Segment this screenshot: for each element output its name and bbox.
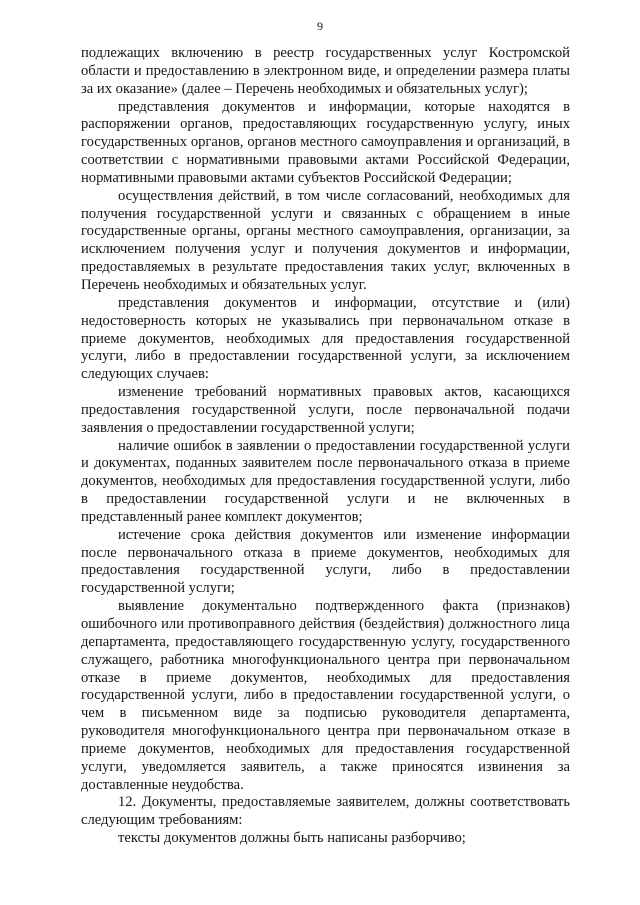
paragraph-exception-expiry: истечение срока действия документов или изменение информации после первоначального отказа в приеме документов, необходимых для предоставления государственной услуги, либо в предоставлении государственной услуги; xyxy=(81,526,570,597)
paragraph-exception-requirements-change: изменение требований нормативных правовых актов, касающихся предоставления государственной услуги, после первоначальной подачи заявления о предоставлении государственной услуги; xyxy=(81,384,570,436)
paragraph-exception-unlawful-action: выявление документально подтвержденного факта (признаков) ошибочного или противоправного действия (бездействия) должностного лица департамента, предоставляющего государственную услугу, государственного служащего, работника многофункционального центра при первоначальном отказе в приеме документов, необходимых для предоставления государственной услуги, либо в предоставлении государственной услуги, о чем в письменном виде за подписью руководителя департамента, руководителя многофункционального центра при первоначальном отказе в приеме документов, необходимых для предоставления государственной услуги, уведомляется заявитель, а также приносятся извинения за доставленные неудобства. xyxy=(81,598,570,793)
paragraph-documents-not-indicated: представления документов и информации, отсутствие и (или) недостоверность которых не указывались при первоначальном отказе в приеме документов, необходимых для предоставления государственной услуги, либо в предоставлении государственной услуги, за исключением следующих случаев: xyxy=(81,294,570,383)
page-number: 9 xyxy=(317,19,323,33)
paragraph-actions-approvals: осуществления действий, в том числе согласований, необходимых для получения государственной услуги и связанных с обращением в иные государственные органы, органы местного самоуправления, организации, за исключением получения услуг и получения документов и информации, предоставляемых в результате предоставления таких услуг, включенных в Перечень необходимых и обязательных услуг. xyxy=(81,187,570,293)
paragraph-exception-errors: наличие ошибок в заявлении о предоставлении государственной услуги и документах, поданных заявителем после первоначального отказа в приеме документов, необходимых для предоставления государственной услуги, либо в предоставлении государственной услуги и не включенных в представленный ранее комплект документов; xyxy=(81,437,570,525)
document-body xyxy=(81,45,570,848)
paragraph-documents-in-possession: представления документов и информации, которые находятся в распоряжении органов, предоставляющих государственную услугу, иных государственных органов, органов местного самоуправления и организаций, в соответствии с нормативными правовыми актами Российской Федерации, нормативными правовыми актами субъектов Российской Федерации; xyxy=(81,98,570,186)
paragraph-legible-texts: тексты документов должны быть написаны разборчиво; xyxy=(118,830,466,847)
paragraph-item-12: 12. Документы, предоставляемые заявителем, должны соответствовать следующим требованиям: xyxy=(81,794,570,829)
paragraph-continuation: подлежащих включению в реестр государственных услуг Костромской области и предоставлению в электронном виде, и определении размера платы за их оказание» (далее – Перечень необходимых и обязательных услуг); xyxy=(81,45,570,97)
